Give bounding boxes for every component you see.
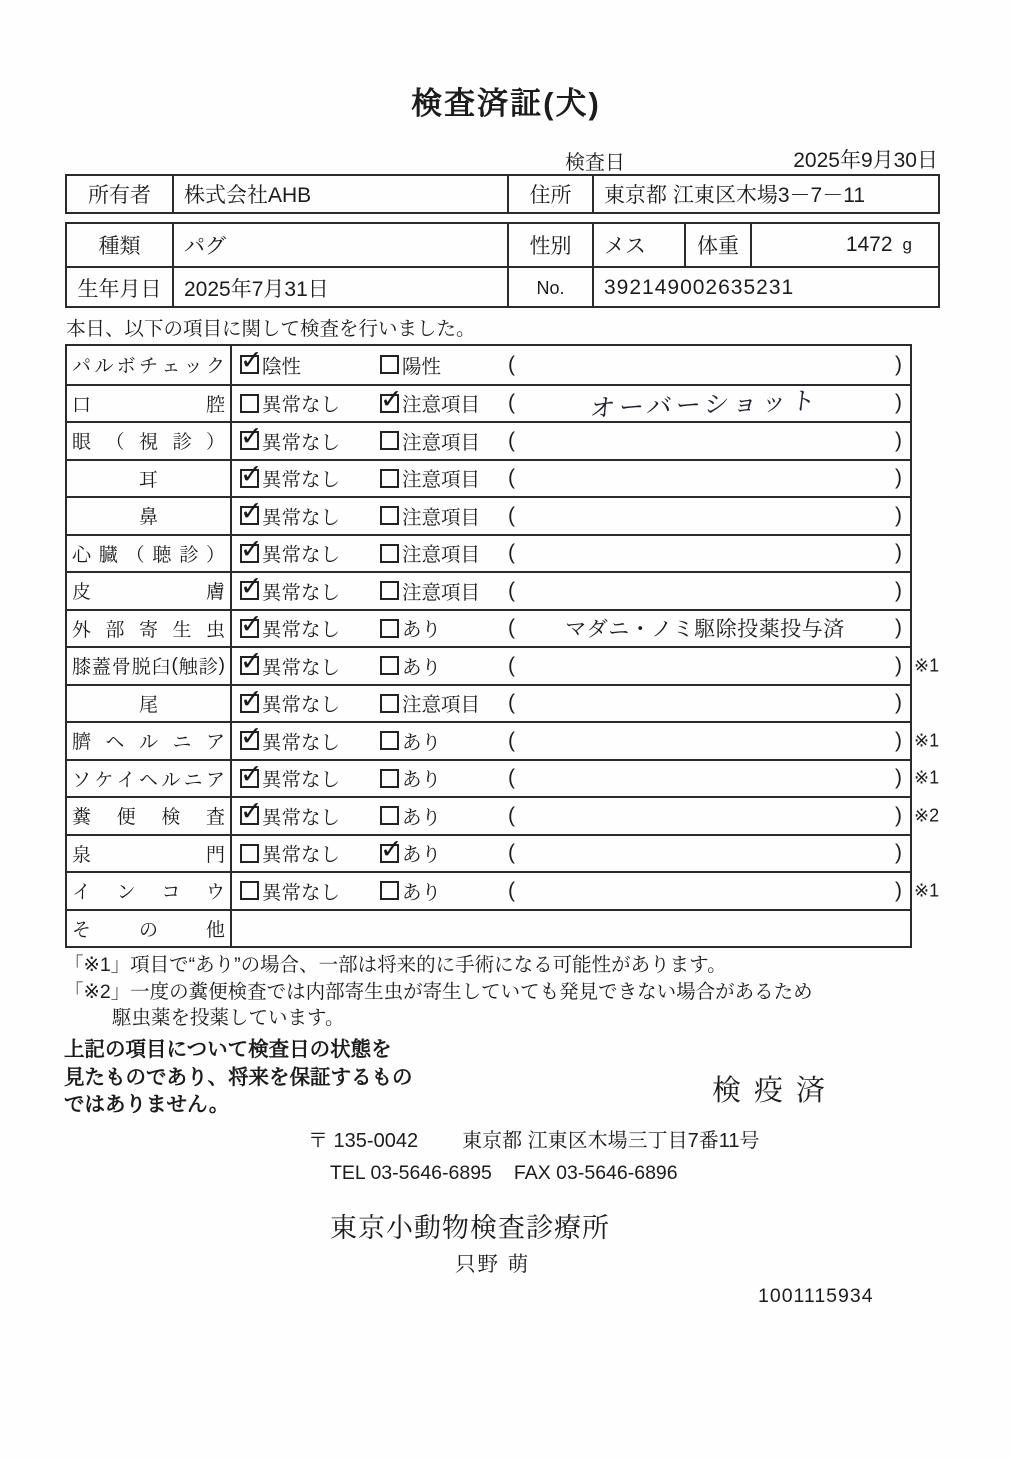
open-paren: (	[508, 466, 515, 490]
row-body	[232, 423, 910, 459]
checkbox-icon	[240, 881, 259, 900]
owner-table	[65, 174, 940, 214]
option-1-label: 異常なし	[262, 881, 341, 904]
option-2-label: あり	[402, 619, 442, 642]
checkbox-icon	[240, 394, 259, 413]
option-1-label: 異常なし	[262, 544, 341, 567]
checkbox-icon	[240, 656, 259, 675]
remarks-area	[508, 729, 910, 753]
open-paren: (	[508, 766, 515, 790]
close-paren: )	[895, 653, 902, 677]
animal-info-table	[65, 222, 940, 308]
row-body	[232, 573, 910, 609]
exam-date-value: 2025年9月30日	[793, 149, 938, 172]
row-label: 口 腔	[67, 386, 232, 422]
option-2	[380, 764, 508, 792]
species-label: 種類	[98, 235, 141, 258]
remarks-area	[508, 804, 910, 828]
row-label: 鼻	[67, 498, 232, 534]
option-1-label: 異常なし	[262, 581, 341, 604]
quarantine-stamp: 検疫済	[712, 1075, 839, 1107]
footnote-2-continued: 駆虫薬を投薬しています。	[112, 1007, 345, 1029]
row-label: イ ン コ ウ	[67, 873, 232, 909]
disclaimer-text: 上記の項目について検査日の状態を 見たものであり、将来を保証するもの ではありません。	[64, 1038, 413, 1116]
weight-unit: g	[902, 235, 912, 254]
checkbox-icon	[240, 544, 259, 563]
option-2-label: あり	[402, 656, 442, 679]
option-2-label: 注意項目	[402, 469, 481, 492]
option-2	[380, 539, 508, 567]
row-body	[232, 873, 910, 909]
option-2	[380, 351, 508, 379]
option-1-label: 異常なし	[262, 806, 341, 829]
checkbox-icon	[380, 806, 399, 825]
row-label: そ の 他	[67, 911, 232, 947]
checkbox-icon	[380, 581, 399, 600]
close-paren: )	[895, 728, 902, 752]
close-paren: )	[895, 691, 902, 715]
remarks-area	[508, 579, 910, 603]
checkbox-icon	[380, 881, 399, 900]
close-paren: )	[895, 766, 902, 790]
checklist-row	[67, 759, 940, 797]
birth-row	[67, 266, 938, 308]
close-paren: )	[895, 352, 902, 376]
footnote-mark: ※1	[914, 767, 940, 788]
row-label: パ ル ボ チ ェ ッ ク	[67, 346, 232, 384]
row-label: 眼 （ 視 診 ）	[67, 423, 232, 459]
option-1	[240, 351, 380, 379]
remarks-area	[508, 353, 910, 377]
row-label: 皮 膚	[67, 573, 232, 609]
sex-label: 性別	[507, 224, 592, 266]
option-1	[240, 652, 380, 680]
checklist-row	[67, 871, 940, 909]
footnote-mark: ※1	[914, 655, 940, 676]
open-paren: (	[508, 878, 515, 902]
option-2-label: あり	[402, 881, 442, 904]
option-1-label: 異常なし	[262, 506, 341, 529]
address-label: 住所	[507, 176, 592, 212]
remarks-area	[508, 879, 910, 903]
option-2	[380, 839, 508, 867]
close-paren: )	[895, 803, 902, 827]
checkbox-icon	[240, 581, 259, 600]
option-2-label: 注意項目	[402, 506, 481, 529]
option-2	[380, 614, 508, 642]
remarks-area	[508, 654, 910, 678]
option-1	[240, 727, 380, 755]
open-paren: (	[508, 728, 515, 752]
option-2-label: 注意項目	[402, 394, 481, 417]
checklist-row	[67, 609, 910, 647]
open-paren: (	[508, 616, 515, 640]
remarks-area	[508, 429, 910, 453]
option-2	[380, 689, 508, 717]
examiner-name: 只野 萌	[455, 1253, 531, 1276]
option-2	[380, 464, 508, 492]
checklist-table	[65, 344, 940, 948]
checklist-row	[67, 909, 910, 947]
sex-value: メス	[592, 224, 684, 266]
option-1	[240, 614, 380, 642]
option-1	[240, 502, 380, 530]
checklist-row	[67, 721, 940, 759]
row-label: 心 臓 （ 聴 診 ）	[67, 536, 232, 572]
footnote-mark: ※1	[914, 730, 940, 751]
checkbox-icon	[380, 656, 399, 675]
checklist-row	[67, 571, 910, 609]
close-paren: )	[895, 878, 902, 902]
checkbox-icon	[240, 506, 259, 525]
option-1-label: 異常なし	[262, 619, 341, 642]
row-label: 外 部 寄 生 虫	[67, 611, 232, 647]
option-2	[380, 727, 508, 755]
clinic-address-line	[308, 1124, 760, 1153]
checkbox-icon	[380, 355, 399, 374]
checklist-row	[67, 684, 910, 722]
checkbox-icon	[240, 806, 259, 825]
exam-date-label: 検査日	[565, 152, 625, 174]
open-paren: (	[508, 503, 515, 527]
checkbox-icon	[380, 394, 399, 413]
remarks-text: マダニ・ノミ駆除投薬投与済	[565, 618, 845, 642]
option-1	[240, 802, 380, 830]
row-body	[232, 386, 910, 422]
option-1	[240, 539, 380, 567]
option-1	[240, 764, 380, 792]
option-2	[380, 502, 508, 530]
row-body	[232, 498, 910, 534]
clinic-name: 東京小動物検査診療所	[330, 1213, 610, 1243]
option-2	[380, 802, 508, 830]
address-value: 東京都 江東区木場3－7－11	[592, 176, 938, 212]
no-value: 392149002635231	[592, 268, 938, 308]
weight-cell	[750, 224, 938, 266]
open-paren: (	[508, 391, 515, 415]
checklist-row	[67, 459, 910, 497]
row-body	[232, 836, 910, 872]
option-2-label: 注意項目	[402, 431, 481, 454]
row-label: 臍 ヘ ル ニ ア	[67, 723, 232, 759]
intro-text: 本日、以下の項目に関して検査を行いました。	[66, 318, 476, 340]
birth-value: 2025年7月31日	[172, 268, 507, 308]
birth-label: 生年月日	[77, 278, 162, 301]
clinic-address: 東京都 江東区木場三丁目7番11号	[462, 1130, 760, 1152]
option-1-label: 異常なし	[262, 656, 341, 679]
row-label: 糞 便 検 査	[67, 798, 232, 834]
row-body	[232, 536, 910, 572]
clinic-contact-line	[330, 1162, 678, 1185]
checkbox-icon	[380, 694, 399, 713]
option-1-label: 陰性	[262, 355, 302, 378]
checkbox-icon	[380, 769, 399, 788]
close-paren: )	[895, 616, 902, 640]
checklist-row	[67, 796, 940, 834]
close-paren: )	[895, 466, 902, 490]
close-paren: )	[895, 503, 902, 527]
checkbox-icon	[240, 731, 259, 750]
open-paren: (	[508, 691, 515, 715]
remarks-area	[508, 841, 910, 865]
checkbox-icon	[240, 469, 259, 488]
open-paren: (	[508, 803, 515, 827]
option-2-label: 陽性	[402, 355, 442, 378]
row-label: 膝 蓋 骨 脱 臼 ( 触 診 )	[67, 648, 232, 684]
remarks-area	[508, 504, 910, 528]
remarks-area	[508, 541, 910, 565]
footnote-mark: ※1	[914, 880, 940, 901]
remarks-area	[508, 691, 910, 715]
tel-number: TEL 03-5646-6895	[330, 1162, 492, 1184]
option-1-label: 異常なし	[262, 844, 341, 867]
row-body	[232, 346, 910, 384]
close-paren: )	[895, 578, 902, 602]
weight-label: 体重	[684, 224, 750, 266]
row-body	[232, 798, 910, 834]
option-2	[380, 652, 508, 680]
option-2-label: あり	[402, 731, 442, 754]
option-2-label: 注意項目	[402, 694, 481, 717]
footnote-mark: ※2	[914, 805, 940, 826]
checkbox-icon	[240, 844, 259, 863]
option-1-label: 異常なし	[262, 469, 341, 492]
option-1-label: 異常なし	[262, 394, 341, 417]
row-body	[232, 611, 910, 647]
option-1-label: 異常なし	[262, 431, 341, 454]
remarks-area	[508, 466, 910, 490]
option-2	[380, 389, 508, 417]
option-1-label: 異常なし	[262, 694, 341, 717]
checklist-row	[67, 346, 910, 384]
remarks-area	[508, 385, 910, 424]
checkbox-icon	[380, 431, 399, 450]
no-label: No.	[507, 268, 592, 308]
close-paren: )	[895, 841, 902, 865]
footnote-1: 「※1」項目で“あり”の場合、一部は将来的に手術になる可能性があります。	[64, 954, 727, 976]
owner-value: 株式会社AHB	[172, 176, 507, 212]
remarks-area	[508, 766, 910, 790]
row-label: 耳	[67, 461, 232, 497]
checklist-row	[67, 646, 940, 684]
open-paren: (	[508, 841, 515, 865]
postal-code: 〒 135-0042	[308, 1130, 419, 1152]
checkbox-icon	[380, 506, 399, 525]
checklist-row	[67, 534, 910, 572]
row-label: 尾	[67, 686, 232, 722]
option-2-label: 注意項目	[402, 544, 481, 567]
close-paren: )	[895, 428, 902, 452]
weight-value: 1472	[845, 233, 893, 256]
option-1-label: 異常なし	[262, 731, 341, 754]
species-row	[67, 224, 938, 266]
close-paren: )	[895, 391, 902, 415]
row-body	[232, 648, 910, 684]
row-label: 泉 門	[67, 836, 232, 872]
remarks-text: オーバーショット	[588, 387, 822, 424]
row-body	[232, 723, 910, 759]
close-paren: )	[895, 541, 902, 565]
option-2-label: あり	[402, 769, 442, 792]
option-1	[240, 577, 380, 605]
checklist-row	[67, 384, 910, 422]
option-1	[240, 464, 380, 492]
option-2-label: あり	[402, 844, 442, 867]
footnotes	[64, 952, 964, 1032]
open-paren: (	[508, 653, 515, 677]
option-2-label: 注意項目	[402, 581, 481, 604]
checkbox-icon	[240, 694, 259, 713]
open-paren: (	[508, 352, 515, 376]
option-1-label: 異常なし	[262, 769, 341, 792]
document-code: 1001115934	[758, 1285, 874, 1307]
option-2	[380, 427, 508, 455]
checkbox-icon	[240, 619, 259, 638]
open-paren: (	[508, 428, 515, 452]
row-body	[232, 461, 910, 497]
row-body	[232, 686, 910, 722]
option-1	[240, 389, 380, 417]
page-title: 検査済証(犬)	[411, 86, 601, 121]
open-paren: (	[508, 541, 515, 565]
open-paren: (	[508, 578, 515, 602]
option-1	[240, 877, 380, 905]
option-1	[240, 839, 380, 867]
checkbox-icon	[240, 355, 259, 374]
owner-label: 所有者	[88, 184, 151, 207]
option-2-label: あり	[402, 806, 442, 829]
option-1	[240, 427, 380, 455]
checklist-row	[67, 834, 910, 872]
fax-number: FAX 03-5646-6896	[513, 1162, 678, 1184]
option-2	[380, 577, 508, 605]
row-body	[232, 911, 910, 947]
checkbox-icon	[380, 469, 399, 488]
checkbox-icon	[380, 731, 399, 750]
remarks-area	[508, 613, 910, 643]
checkbox-icon	[380, 619, 399, 638]
checkbox-icon	[240, 431, 259, 450]
checkbox-icon	[240, 769, 259, 788]
checkbox-icon	[380, 844, 399, 863]
species-value: パグ	[172, 224, 507, 266]
checkbox-icon	[380, 544, 399, 563]
row-body	[232, 761, 910, 797]
footnote-2: 「※2」一度の糞便検査では内部寄生虫が寄生していても発見できない場合があるため	[64, 980, 813, 1003]
row-label: ソ ケ イ ヘ ル ニ ア	[67, 761, 232, 797]
option-1	[240, 689, 380, 717]
checklist-row	[67, 421, 910, 459]
checklist-row	[67, 496, 910, 534]
option-2	[380, 877, 508, 905]
